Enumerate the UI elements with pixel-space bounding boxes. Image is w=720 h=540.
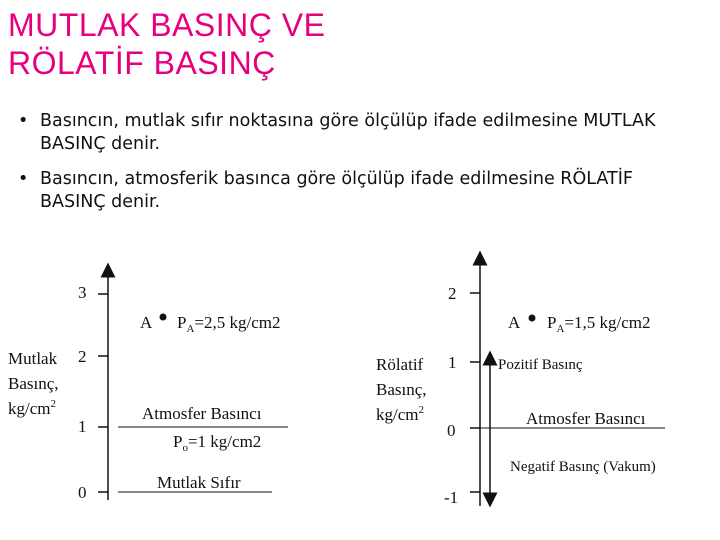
positive-pressure-label: Pozitif Basınç [498, 357, 583, 373]
relative-tick-label-2: 2 [448, 284, 457, 303]
absolute-atmosphere-value: $P_o=1$ kg/cm2 [173, 432, 262, 454]
bullet-marker: • [18, 169, 29, 189]
absolute-tick-label-1: 1 [78, 417, 87, 436]
absolute-pressure-diagram [8, 270, 288, 502]
negative-pressure-label: Negatif Basınç (Vakum) [510, 459, 656, 475]
absolute-axis-label-line-1: Mutlak [8, 349, 58, 368]
relative-tick-label-0: 0 [447, 421, 456, 440]
bullet-text: Basıncın, mutlak sıfır noktasına göre ölçülüp ifade edilmesine MUTLAK BASINÇ denir. [40, 111, 656, 154]
absolute-point-a-label: $P_A=2,5$ kg/cm2 [177, 313, 281, 335]
title-line-1: MUTLAK BASINÇ VE [8, 7, 326, 43]
absolute-axis-label-line-2: Basınç, [8, 374, 59, 393]
relative-axis-label-line-1: Rölatif [376, 355, 424, 374]
relative-point-a-letter: A [508, 313, 521, 332]
relative-tick-label-minus-1: -1 [444, 488, 459, 507]
relative-tick-label-1: 1 [448, 353, 457, 372]
absolute-point-a-letter: A [140, 313, 153, 332]
relative-point-a-label: $P_A=1,5$ kg/cm2 [547, 313, 651, 335]
relative-axis-label-line-2: Basınç, [376, 380, 427, 399]
relative-point-a-dot [529, 315, 536, 322]
absolute-axis-label-line-3: $kg/cm^2$ [8, 398, 56, 418]
absolute-tick-label-2: 2 [78, 347, 87, 366]
absolute-tick-label-0: 0 [78, 483, 87, 502]
relative-atmosphere-label: Atmosfer Basıncı [526, 409, 646, 428]
absolute-point-a-dot [160, 314, 167, 321]
relative-pressure-diagram [376, 258, 665, 507]
bullet-text: Basıncın, atmosferik basınca göre ölçülüp ifade edilmesine RÖLATİF BASINÇ denir. [40, 169, 633, 212]
bullet-marker: • [18, 111, 29, 131]
absolute-atmosphere-label: Atmosfer Basıncı [142, 404, 262, 423]
absolute-tick-label-3: 3 [78, 283, 87, 302]
relative-axis-label-line-3: $kg/cm^2$ [376, 404, 424, 424]
title-line-2: RÖLATİF BASINÇ [8, 45, 276, 81]
absolute-zero-label: Mutlak Sıfır [157, 473, 241, 492]
